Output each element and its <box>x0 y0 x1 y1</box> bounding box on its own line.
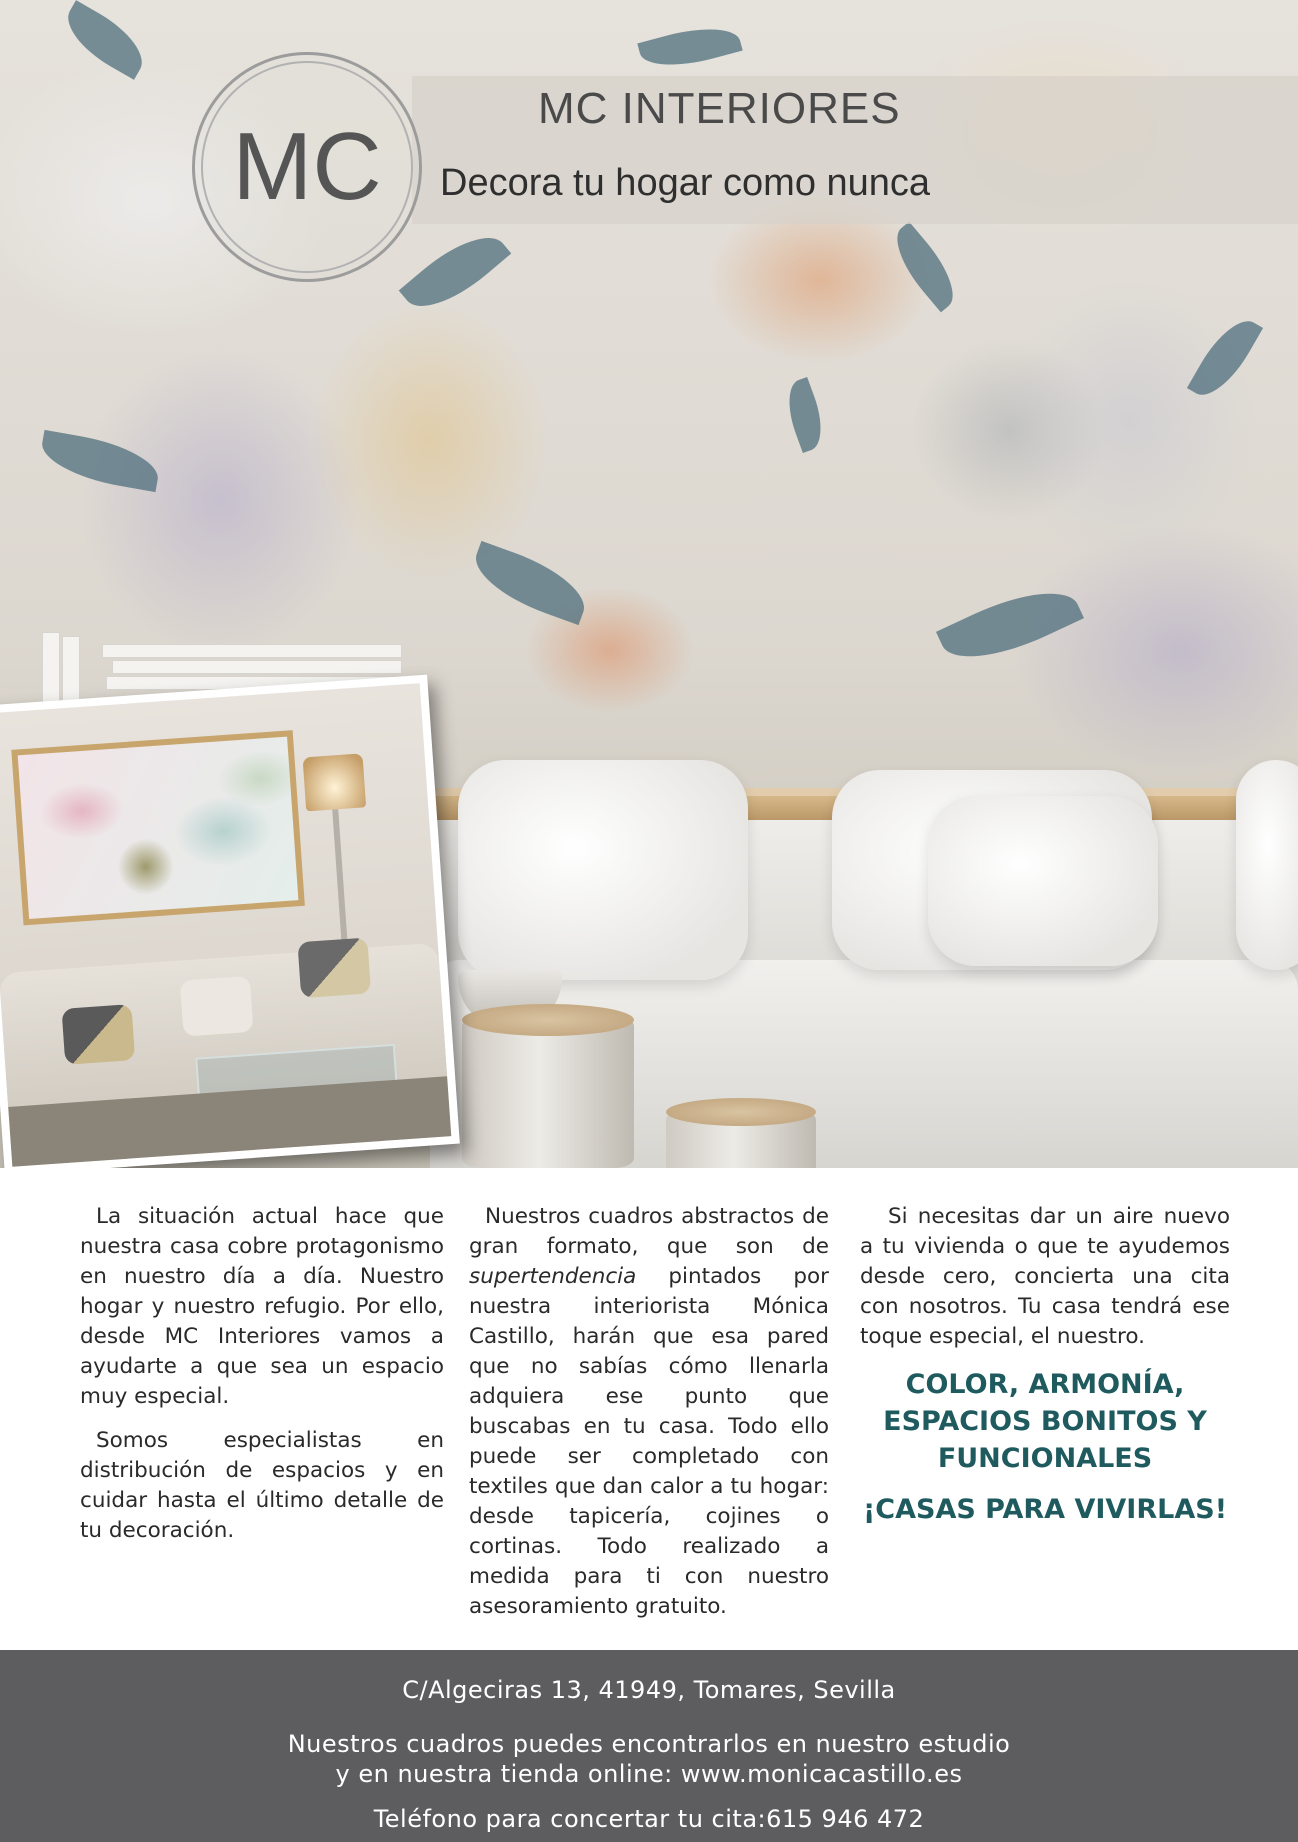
inset-cushion <box>297 937 371 998</box>
inset-livingroom-photo <box>0 675 460 1168</box>
book <box>102 644 402 658</box>
wallpaper-leaf <box>37 430 162 492</box>
side-table-top <box>462 1004 634 1036</box>
wallpaper-leaf <box>779 377 831 453</box>
lamp-stand <box>332 809 348 959</box>
slogan-primary: COLOR, ARMONÍA, ESPACIOS BONITOS Y FUNCIONALES <box>883 1369 1207 1474</box>
wallpaper-leaf <box>56 0 154 80</box>
side-table <box>462 1016 634 1168</box>
paragraph <box>469 1202 829 1622</box>
inset-cushion <box>180 976 254 1037</box>
paragraph: La situación actual hace que nuestra casa cobre protagonismo en nuestro día a día. Nuestro hogar y nuestro refugio. Por ello, desde MC Interiores vamos a ayudarte a que sea un espacio muy especial. <box>80 1204 444 1409</box>
column-1 <box>80 1202 444 1560</box>
text-run: Nuestros cuadros abstractos de gran formato, que son de <box>469 1204 829 1259</box>
lamp-shade <box>303 753 367 811</box>
side-table-top <box>666 1098 816 1126</box>
wallpaper-leaf <box>883 222 967 313</box>
brand-name: MC INTERIORES <box>538 84 901 133</box>
book <box>112 660 402 674</box>
column-3 <box>860 1202 1230 1528</box>
column-2 <box>469 1202 829 1636</box>
sofa-pillow <box>458 760 748 980</box>
wallpaper-leaf <box>466 541 594 625</box>
mc-logo <box>192 52 422 282</box>
paragraph: Somos especialistas en distribución de espacios y en cuidar hasta el último detalle de tu decoración. <box>80 1428 444 1543</box>
shop-info-line-2: y en nuestra tienda online: www.monicacastillo.es <box>335 1760 963 1788</box>
slogan-secondary: ¡CASAS PARA VIVIRLAS! <box>862 1494 1228 1525</box>
brand-tagline: Decora tu hogar como nunca <box>440 162 931 204</box>
address-text: C/Algeciras 13, 41949, Tomares, Sevilla <box>402 1676 896 1704</box>
text-run: pintados por nuestra interiorista Mónica Castillo, harán que esa pared que no sabías cómo llenarla adquiera ese punto que buscabas en tu casa. Todo ello puede ser completado con textiles que dan calor a tu hogar: desde tapicería, cojines o cortinas. Todo realizado a medida para ti con nuestro asesoramiento gratuito. <box>469 1264 829 1619</box>
shop-info-line-1: Nuestros cuadros puedes encontrarlos en nuestro estudio <box>287 1730 1011 1758</box>
wallpaper-leaf <box>936 573 1084 677</box>
logo-monogram: MC <box>232 113 382 220</box>
wallpaper-leaf <box>637 18 742 77</box>
emphasis-text: supertendencia <box>469 1264 637 1289</box>
sofa-pillow <box>928 796 1158 966</box>
phone-text: Teléfono para concertar tu cita:615 946 472 <box>373 1805 925 1833</box>
contact-footer <box>0 1650 1298 1842</box>
sofa-pillow <box>1236 760 1298 970</box>
inset-cushion <box>61 1004 135 1065</box>
paragraph: Si necesitas dar un aire nuevo a tu vivienda o que te ayudemos desde cero, concierta una cita con nosotros. Tu casa tendrá ese toque especial, el nuestro. <box>860 1204 1230 1349</box>
abstract-painting <box>11 730 305 925</box>
wallpaper-leaf <box>1187 310 1263 406</box>
body-columns <box>76 1202 1230 1622</box>
